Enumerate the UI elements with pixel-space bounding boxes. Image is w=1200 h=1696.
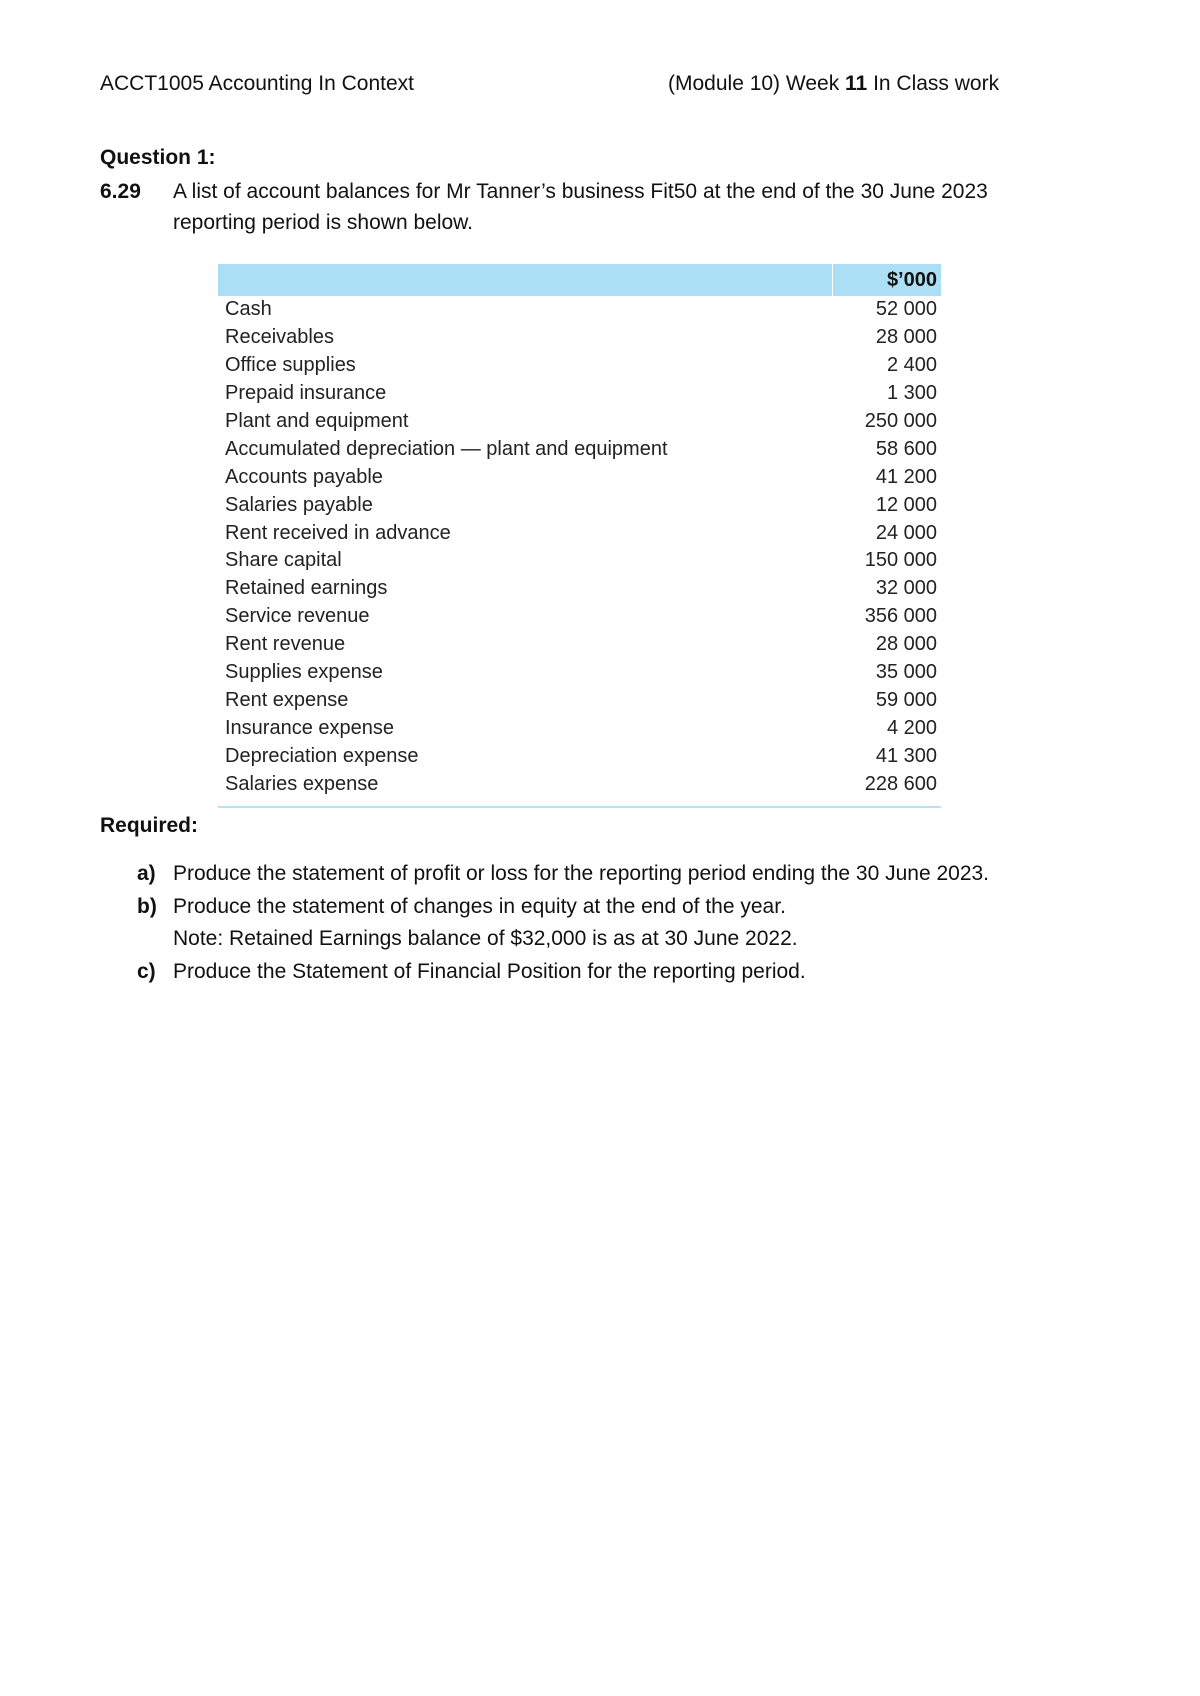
account-name: Rent received in advance — [225, 521, 451, 544]
table-row — [218, 714, 941, 742]
table-row — [218, 575, 941, 603]
account-name: Service revenue — [225, 605, 370, 628]
account-name: Salaries payable — [225, 493, 373, 516]
account-name: Cash — [225, 298, 272, 321]
account-amount: 59 000 — [875, 688, 937, 711]
account-amount: 58 600 — [875, 437, 937, 460]
account-name: Receivables — [225, 326, 334, 349]
table-row — [218, 547, 941, 575]
account-name: Accounts payable — [225, 465, 383, 488]
requirement-item — [137, 895, 1077, 928]
table-header-row — [218, 264, 941, 296]
requirement-item — [137, 862, 1077, 895]
table-row — [218, 603, 941, 631]
account-name: Office supplies — [225, 354, 356, 377]
account-amount: 250 000 — [864, 410, 937, 432]
table-row — [218, 631, 941, 659]
module-prefix: (Module 10) Week — [668, 72, 846, 95]
account-name: Rent expense — [225, 688, 349, 711]
table-body — [218, 296, 941, 798]
table-row — [218, 380, 941, 408]
module-suffix: In Class work — [867, 72, 1000, 95]
account-amount: 4 200 — [886, 716, 937, 739]
account-amount: 150 000 — [864, 549, 937, 572]
table-row — [218, 770, 941, 798]
course-title: ACCT1005 Accounting In Context — [100, 72, 415, 95]
required-heading: Required: — [100, 814, 199, 837]
table-row — [218, 352, 941, 380]
requirement-text: Note: Retained Earnings balance of $32,000 is as at 30 June 2022. — [173, 927, 798, 950]
requirements-list — [137, 862, 1077, 992]
page-header — [100, 72, 1040, 102]
table-row — [218, 463, 941, 491]
account-name: Rent revenue — [225, 633, 346, 656]
requirement-item — [137, 960, 1077, 993]
account-amount: 356 000 — [864, 605, 937, 628]
account-name: Retained earnings — [225, 577, 388, 600]
account-name: Accumulated depreciation — plant and equipment — [225, 437, 668, 460]
account-name: Prepaid insurance — [225, 382, 387, 405]
problem-text: A list of account balances for Mr Tanner’s business Fit50 at the end of the 30 June 2023 reporting period is shown below. — [173, 180, 988, 234]
account-amount: 41 200 — [875, 465, 937, 488]
account-name: Salaries expense — [225, 772, 379, 795]
account-amount: 32 000 — [875, 577, 937, 600]
account-amount: 52 000 — [875, 298, 937, 321]
account-balances-table — [218, 264, 941, 808]
table-row — [218, 686, 941, 714]
requirement-label: b) — [137, 894, 157, 918]
account-amount: 41 300 — [875, 744, 937, 767]
unit-column-header: $’000 — [833, 264, 942, 296]
account-name: Depreciation expense — [225, 744, 419, 767]
requirement-item — [137, 927, 1077, 960]
question-title: Question 1: — [100, 146, 216, 169]
account-name: Share capital — [225, 549, 342, 572]
account-name: Plant and equipment — [225, 410, 409, 432]
table-bottom-rule — [218, 806, 941, 808]
account-name: Insurance expense — [225, 716, 395, 739]
account-amount: 2 400 — [886, 354, 937, 377]
module-week: 11 — [845, 72, 868, 95]
account-name: Supplies expense — [225, 661, 383, 684]
account-amount: 35 000 — [875, 661, 937, 684]
requirement-text: Produce the Statement of Financial Position for the reporting period. — [173, 959, 806, 983]
table-row — [218, 491, 941, 519]
problem-number: 6.29 — [100, 180, 141, 203]
account-amount: 228 600 — [864, 772, 937, 795]
table-row — [218, 742, 941, 770]
table-row — [218, 408, 941, 436]
requirement-label: c) — [137, 959, 156, 983]
balances-table — [218, 264, 941, 798]
requirement-label: a) — [137, 862, 156, 885]
problem-statement — [100, 176, 1070, 238]
account-amount: 28 000 — [875, 326, 937, 349]
account-column-header — [218, 264, 833, 296]
table-row — [218, 519, 941, 547]
account-amount: 12 000 — [875, 493, 937, 516]
requirement-text: Produce the statement of profit or loss for the reporting period ending the 30 June 2023. — [173, 862, 990, 885]
account-amount: 28 000 — [875, 633, 937, 656]
table-row — [218, 296, 941, 324]
account-amount: 24 000 — [875, 521, 937, 544]
table-row — [218, 659, 941, 687]
table-row — [218, 324, 941, 352]
account-amount: 1 300 — [886, 382, 937, 405]
module-title — [668, 72, 999, 96]
table-row — [218, 435, 941, 463]
requirement-text: Produce the statement of changes in equity at the end of the year. — [173, 894, 786, 918]
